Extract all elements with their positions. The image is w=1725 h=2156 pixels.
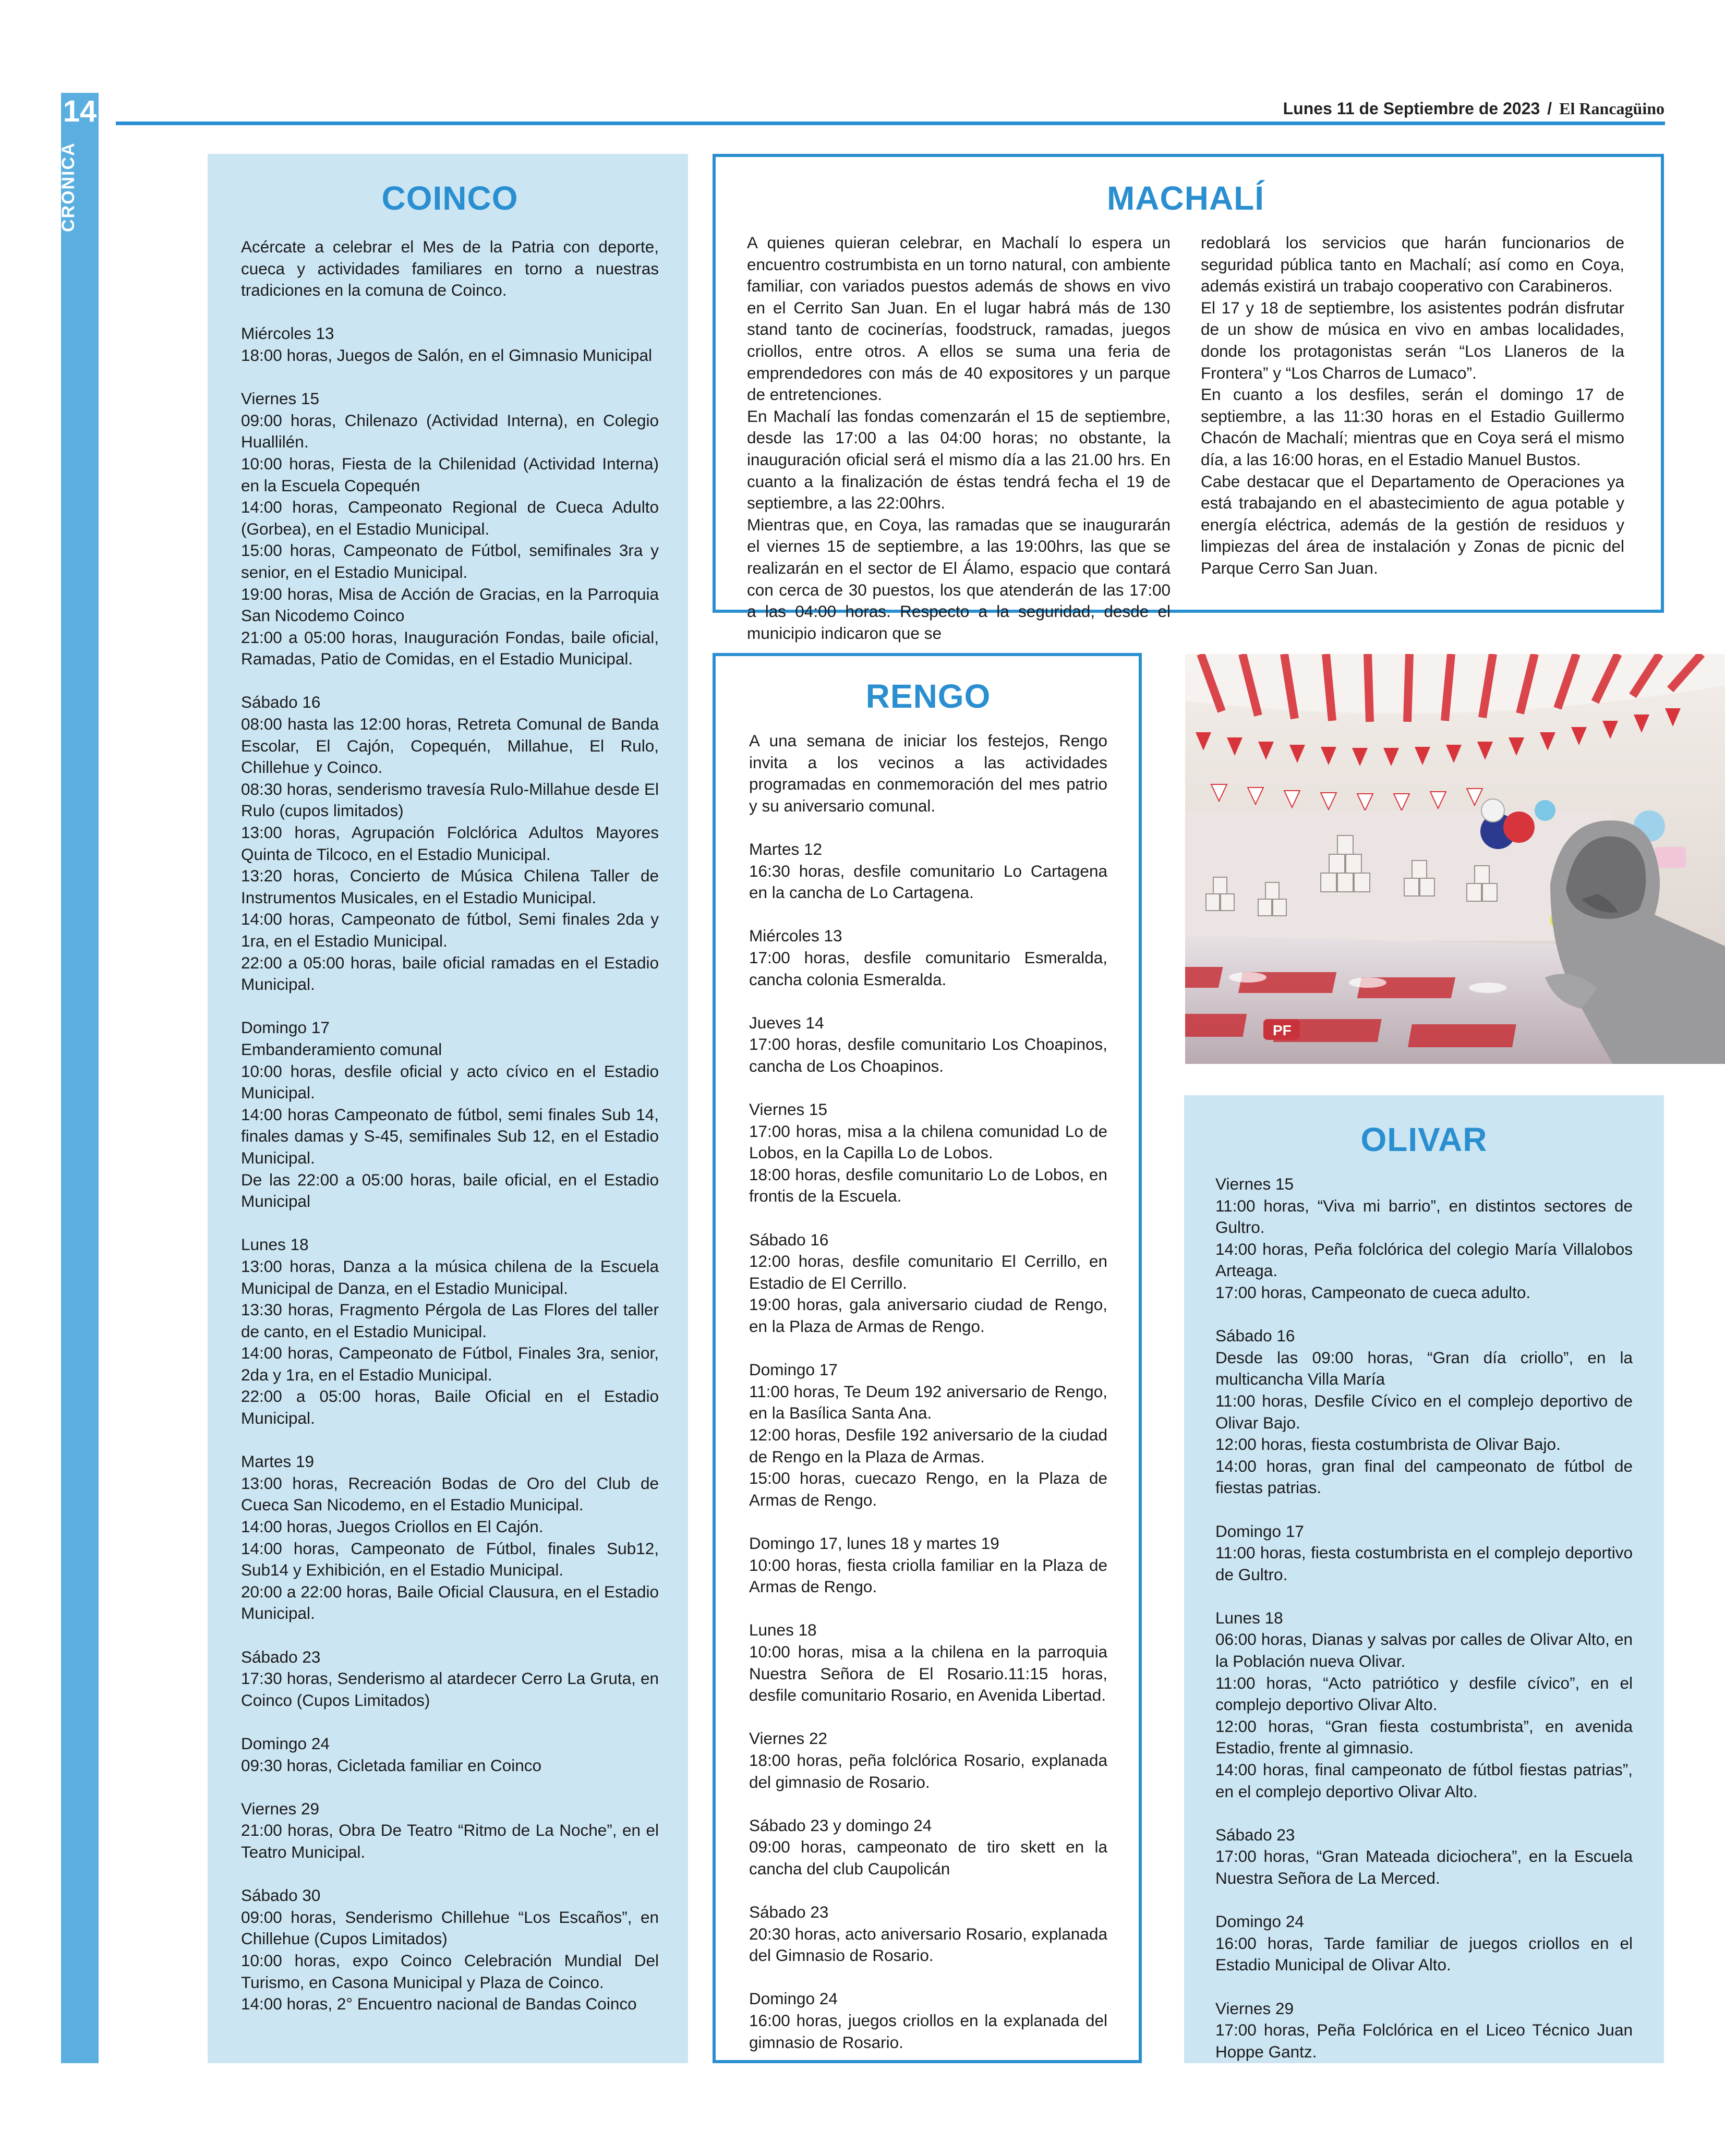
schedule-gap [241,1711,659,1733]
schedule-item: 10:00 horas, expo Coinco Celebración Mundial Del Turismo, en Casona Municipal y Plaza de Coinco. [241,1951,659,1992]
schedule-item: 13:00 horas, Agrupación Folclórica Adultos Mayores Quinta de Tilcoco, en el Estadio Municipal. [241,823,659,864]
schedule-item: Embanderamiento comunal [241,1039,442,1059]
schedule-day: Viernes 22 [749,1729,828,1748]
schedule-item: 15:00 horas, Campeonato de Fútbol, semifinales 3ra y senior, en el Estadio Municipal. [241,541,659,582]
schedule-item: 11:00 horas, fiesta costumbrista en el complejo deportivo de Gultro. [1215,1543,1633,1584]
schedule-item: 11:00 horas, Te Deum 192 aniversario de Rengo, en la Basílica Santa Ana. [749,1382,1107,1423]
schedule-day: Sábado 23 y domingo 24 [749,1815,932,1835]
schedule-item: De las 22:00 a 05:00 horas, baile oficial, en el Estadio Municipal [241,1170,659,1211]
schedule-day: Sábado 23 [1215,1825,1295,1844]
schedule-day: Viernes 15 [749,1100,828,1119]
schedule-day: Viernes 29 [241,1799,320,1818]
schedule-gap [1215,1976,1633,1998]
schedule-item: 19:00 horas, Misa de Acción de Gracias, en la Parroquia San Nicodemo Coinco [241,584,659,625]
article-paragraph: En cuanto a los desfiles, serán el domingo 17 de septiembre, a las 11:30 horas en el Estadio Guillermo Chacón de Machalí; mientras que en Coya será el mismo día, a las 16:00 horas, en el Estadio Manuel Bustos. [1201,385,1624,469]
schedule-day: Domingo 24 [749,1989,838,2008]
machali-body [747,232,1624,644]
schedule-day: Martes 19 [241,1452,315,1471]
schedule-day: Lunes 18 [241,1235,309,1254]
schedule-item: 13:00 horas, Danza a la música chilena de la Escuela Municipal de Danza, en el Estadio Municipal. [241,1256,659,1298]
schedule-gap [749,1706,1107,1728]
schedule-day: Domingo 24 [1215,1912,1304,1931]
schedule-day: Miércoles 13 [749,926,842,946]
masthead-separator: / [1547,99,1552,118]
olivar-title: OLIVAR [1360,1121,1488,1158]
olivar-panel [1184,1095,1664,2063]
rengo-body [749,730,1107,2053]
schedule-item: Desde las 09:00 horas, “Gran día criollo”, en la multicancha Villa María [1215,1348,1633,1389]
schedule-item: 06:00 horas, Dianas y salvas por calles de Olivar Alto, en la Población nueva Olivar. [1215,1630,1633,1671]
schedule-item: 14:00 horas, gran final del campeonato de fútbol de fiestas patrias. [1215,1456,1633,1497]
schedule-day: Domingo 24 [241,1734,330,1753]
schedule-gap [241,301,659,323]
schedule-gap [1215,1499,1633,1521]
article-paragraph: El 17 y 18 de septiembre, los asistentes podrán disfrutar de un show de música en vivo en ambas localidades, donde los protagonistas serán “Los Llaneros de la Frontera” y “Los Charros de Lumaco”. [1201,298,1624,382]
rengo-panel [713,653,1142,2063]
section-label: CRÓNICA [58,142,78,232]
schedule-day: Lunes 18 [1215,1608,1283,1627]
schedule-item: 10:00 horas, desfile oficial y acto cívico en el Estadio Municipal. [241,1061,659,1103]
schedule-item: 17:00 horas, desfile comunitario Los Choapinos, cancha de Los Choapinos. [749,1035,1107,1075]
coinco-body [241,236,659,2015]
schedule-gap [749,1967,1107,1989]
schedule-day: Jueves 14 [749,1013,824,1032]
schedule-item: 21:00 horas, Obra De Teatro “Ritmo de La Noche”, en el Teatro Municipal. [241,1821,659,1861]
schedule-item: 19:00 horas, gala aniversario ciudad de Rengo, en la Plaza de Armas de Rengo. [749,1295,1107,1336]
schedule-item: 09:00 horas, Senderismo Chillehue “Los Escaños”, en Chillehue (Cupos Limitados) [241,1907,659,1948]
schedule-day: Domingo 17 [749,1360,838,1379]
schedule-item: 10:00 horas, fiesta criolla familiar en la Plaza de Armas de Rengo. [749,1555,1107,1596]
schedule-item: 17:30 horas, Senderismo al atardecer Cerro La Gruta, en Coinco (Cupos Limitados) [241,1669,659,1710]
schedule-gap [749,1598,1107,1620]
schedule-day: Martes 12 [749,839,823,858]
article-paragraph: A quienes quieran celebrar, en Machalí lo espera un encuentro costrumbista en un torno natural, con ambiente familiar, con variados puestos además de shows en vivo en el Cerrito San Juan. En el lugar habrá más de 130 stand tanto de cocinerías, foodstruck, ramadas, juegos criollos, entre otros. A ellos se suma una feria de emprendedores con más de 40 expositores y un parque de entretenciones. [747,233,1171,404]
schedule-item: 13:00 horas, Recreación Bodas de Oro del Club de Cueca San Nicodemo, en el Estadio Municipal. [241,1473,659,1515]
schedule-gap [749,1077,1107,1099]
schedule-day: Sábado 16 [1215,1326,1295,1346]
schedule-day: Sábado 16 [749,1230,829,1249]
schedule-item: 18:00 horas, desfile comunitario Lo de Lobos, en frontis de la Escuela. [749,1165,1107,1206]
rengo-schedule [749,817,1107,2053]
schedule-item: 14:00 horas, Peña folclórica del colegio María Villalobos Arteaga. [1215,1239,1633,1280]
schedule-gap [241,1776,659,1798]
schedule-item: 14:00 horas, Campeonato de fútbol, Semi finales 2da y 1ra, en el Estadio Municipal. [241,910,659,950]
coinco-schedule [241,301,659,2015]
schedule-item: 14:00 horas, Campeonato Regional de Cueca Adulto (Gorbea), en el Estadio Municipal. [241,498,659,538]
schedule-gap [1215,1585,1633,1607]
schedule-day: Sábado 16 [241,693,321,712]
coinco-panel [208,154,688,2063]
schedule-item: 08:30 horas, senderismo travesía Rulo-Millahue desde El Rulo (cupos limitados) [241,779,659,820]
schedule-item: 22:00 a 05:00 horas, baile oficial ramadas en el Estadio Municipal. [241,953,659,994]
schedule-day: Domingo 17, lunes 18 y martes 19 [749,1533,999,1553]
schedule-item: 16:00 horas, Tarde familiar de juegos criollos en el Estadio Municipal de Olivar Alto. [1215,1933,1633,1975]
photo-sign: PF [1273,1022,1292,1038]
schedule-item: 20:30 horas, acto aniversario Rosario, explanada del Gimnasio de Rosario. [749,1924,1107,1965]
schedule-item: 14:00 horas, Campeonato de Fútbol, finales Sub12, Sub14 y Exhibición, en el Estadio Municipal. [241,1539,659,1580]
schedule-gap [1215,1802,1633,1824]
rengo-title: RENGO [865,677,991,715]
schedule-gap [1215,1889,1633,1911]
schedule-item: 09:30 horas, Cicletada familiar en Coinco [241,1755,542,1775]
schedule-day: Sábado 30 [241,1886,321,1905]
schedule-day: Viernes 15 [241,389,320,408]
schedule-item: 17:00 horas, “Gran Mateada diciochera”, en la Escuela Nuestra Señora de La Merced. [1215,1847,1633,1887]
article-paragraph: En Machalí las fondas comenzarán el 15 de septiembre, desde las 17:00 a las 04:00 horas; no obstante, la inauguración oficial será el mismo día a las 21.00 hrs. En cuanto a la finalización de éstas tendrá fecha el 19 de septiembre, a las 22:00hrs. [747,406,1171,513]
schedule-item: 17:00 horas, misa a la chilena comunidad Lo de Lobos, en la Capilla Lo de Lobos. [749,1121,1107,1162]
article-paragraph: redoblará los servicios que harán funcionarios de seguridad pública tanto en Machalí; así como en Coya, además existirá un trabajo cooperativo con Carabineros. [1201,233,1624,296]
article-paragraph: Mientras que, en Coya, las ramadas que se inaugurarán el viernes 15 de septiembre, a las 19:00hrs, las que se realizarán en el sector de El Álamo, espacio que contará con cerca de 30 puestos, los que atenderán de las 17:00 a las 04:00 horas. Respecto a la seguridad, desde el municipio indicaron que se [747,515,1171,643]
schedule-item: 16:00 horas, juegos criollos en la explanada del gimnasio de Rosario. [749,2011,1107,2052]
masthead [1283,99,1664,118]
newspaper-name: El Rancagüino [1559,99,1664,118]
schedule-item: 11:00 horas, “Viva mi barrio”, en distintos sectores de Gultro. [1215,1196,1633,1237]
schedule-gap [241,1213,659,1234]
machali-column-2 [1201,232,1624,644]
schedule-day: Sábado 23 [749,1903,829,1922]
schedule-item: 09:00 horas, campeonato de tiro skett en la cancha del club Caupolicán [749,1837,1107,1878]
schedule-gap [749,990,1107,1012]
schedule-gap [749,1511,1107,1533]
fonda-stall-photo [1185,654,1725,1064]
schedule-gap [1215,1304,1633,1326]
fonda-stall-photo-icon [1185,654,1725,1064]
olivar-schedule [1215,1173,1633,2063]
schedule-day: Lunes 18 [749,1620,817,1640]
schedule-gap [241,1863,659,1885]
schedule-day: Sábado 23 [241,1647,321,1666]
coinco-title: COINCO [381,179,518,217]
schedule-gap [241,996,659,1018]
schedule-item: 12:00 horas, “Gran fiesta costumbrista”, en avenida Estadio, frente al gimnasio. [1215,1716,1633,1758]
schedule-item: 17:00 horas, Peña Folclórica en el Liceo Técnico Juan Hoppe Gantz. [1215,2020,1633,2061]
schedule-gap [241,367,659,389]
schedule-item: 16:30 horas, desfile comunitario Lo Cartagena en la cancha de Lo Cartagena. [749,861,1107,902]
schedule-item: 21:00 a 05:00 horas, Inauguración Fondas, baile oficial, Ramadas, Patio de Comidas, en el Estadio Municipal. [241,627,659,669]
schedule-item: 14:00 horas, Campeonato de Fútbol, Finales 3ra, senior, 2da y 1ra, en el Estadio Municipal. [241,1343,659,1384]
schedule-item: 13:30 horas, Fragmento Pérgola de Las Flores del taller de canto, en el Estadio Municipal. [241,1300,659,1341]
schedule-item: 20:00 a 22:00 horas, Baile Oficial Clausura, en el Estadio Municipal. [241,1582,659,1623]
schedule-item: 17:00 horas, desfile comunitario Esmeralda, cancha colonia Esmeralda. [749,948,1107,989]
schedule-gap [241,1625,659,1646]
schedule-item: 13:20 horas, Concierto de Música Chilena Taller de Instrumentos Musicales, en el Estadio Municipal. [241,866,659,907]
schedule-item: 12:00 horas, desfile comunitario El Cerrillo, en Estadio de El Cerrillo. [749,1252,1107,1292]
schedule-item: 14:00 horas, final campeonato de fútbol fiestas patrias”, en el complejo deportivo Olivar Alto. [1215,1760,1633,1801]
schedule-item: 10:00 horas, misa a la chilena en la parroquia Nuestra Señora de El Rosario.11:15 horas, desfile comunitario Rosario, en Avenida Libertad. [749,1642,1107,1705]
issue-date: Lunes 11 de Septiembre de 2023 [1283,99,1540,118]
rengo-intro: A una semana de iniciar los festejos, Rengo invita a los vecinos a las actividades programadas en conmemoración del mes patrio y su aniversario comunal. [749,731,1107,815]
schedule-item: 14:00 horas Campeonato de fútbol, semi finales Sub 14, finales damas y S-45, semifinales Sub 12, en el Estadio Municipal. [241,1105,659,1167]
header-rule [116,122,1665,125]
schedule-gap [749,904,1107,926]
schedule-day: Miércoles 13 [241,324,334,343]
page-number: 14 [63,94,97,128]
schedule-item: 18:00 horas, peña folclórica Rosario, explanada del gimnasio de Rosario. [749,1750,1107,1791]
schedule-gap [749,817,1107,839]
coinco-intro: Acércate a celebrar el Mes de la Patria con deporte, cueca y actividades familiares en torno a nuestras tradiciones en la comuna de Coinco. [241,237,659,300]
schedule-gap [241,670,659,692]
schedule-item: 12:00 horas, fiesta costumbrista de Olivar Bajo. [1215,1435,1561,1454]
schedule-item: 17:00 horas, Campeonato de cueca adulto. [1215,1282,1531,1302]
machali-column-1 [747,232,1171,644]
schedule-gap [241,1430,659,1451]
schedule-item: 08:00 hasta las 12:00 horas, Retreta Comunal de Banda Escolar, El Cajón, Copequén, Millahue, El Rulo, Chillehue y Coinco. [241,714,659,777]
schedule-gap [749,1207,1107,1229]
schedule-day: Viernes 29 [1215,1998,1294,2018]
schedule-item: 11:00 horas, “Acto patriótico y desfile cívico”, en el complejo deportivo Olivar Alto. [1215,1673,1633,1714]
schedule-day: Domingo 17 [241,1018,330,1037]
schedule-day: Domingo 17 [1215,1521,1304,1541]
machali-panel [713,154,1664,643]
schedule-item: 14:00 horas, 2° Encuentro nacional de Bandas Coinco [241,1994,637,2014]
machali-title: MACHALÍ [1106,179,1265,217]
schedule-gap [749,1338,1107,1360]
schedule-item: 22:00 a 05:00 horas, Baile Oficial en el Estadio Municipal. [241,1387,659,1428]
schedule-day: Viernes 15 [1215,1174,1294,1193]
schedule-gap [749,1880,1107,1901]
schedule-item: 09:00 horas, Chilenazo (Actividad Interna), en Colegio Huallilén. [241,410,659,452]
schedule-item: 15:00 horas, cuecazo Rengo, en la Plaza de Armas de Rengo. [749,1469,1107,1509]
article-paragraph: Cabe destacar que el Departamento de Operaciones ya está trabajando en el abastecimiento de agua potable y energía eléctrica, además de la gestión de residuos y limpiezas del área de instalación y Zonas de picnic del Parque Cerro San Juan. [1201,471,1624,577]
olivar-body [1215,1173,1633,2063]
schedule-item: 18:00 horas, Juegos de Salón, en el Gimnasio Municipal [241,345,652,365]
section-tab [61,93,99,2063]
schedule-gap [749,1793,1107,1815]
schedule-item: 11:00 horas, Desfile Cívico en el complejo deportivo de Olivar Bajo. [1215,1391,1633,1432]
schedule-item: 10:00 horas, Fiesta de la Chilenidad (Actividad Interna) en la Escuela Copequén [241,454,659,495]
schedule-item: 14:00 horas, Juegos Criollos en El Cajón. [241,1517,544,1536]
schedule-item: 12:00 horas, Desfile 192 aniversario de la ciudad de Rengo en la Plaza de Armas. [749,1425,1107,1466]
